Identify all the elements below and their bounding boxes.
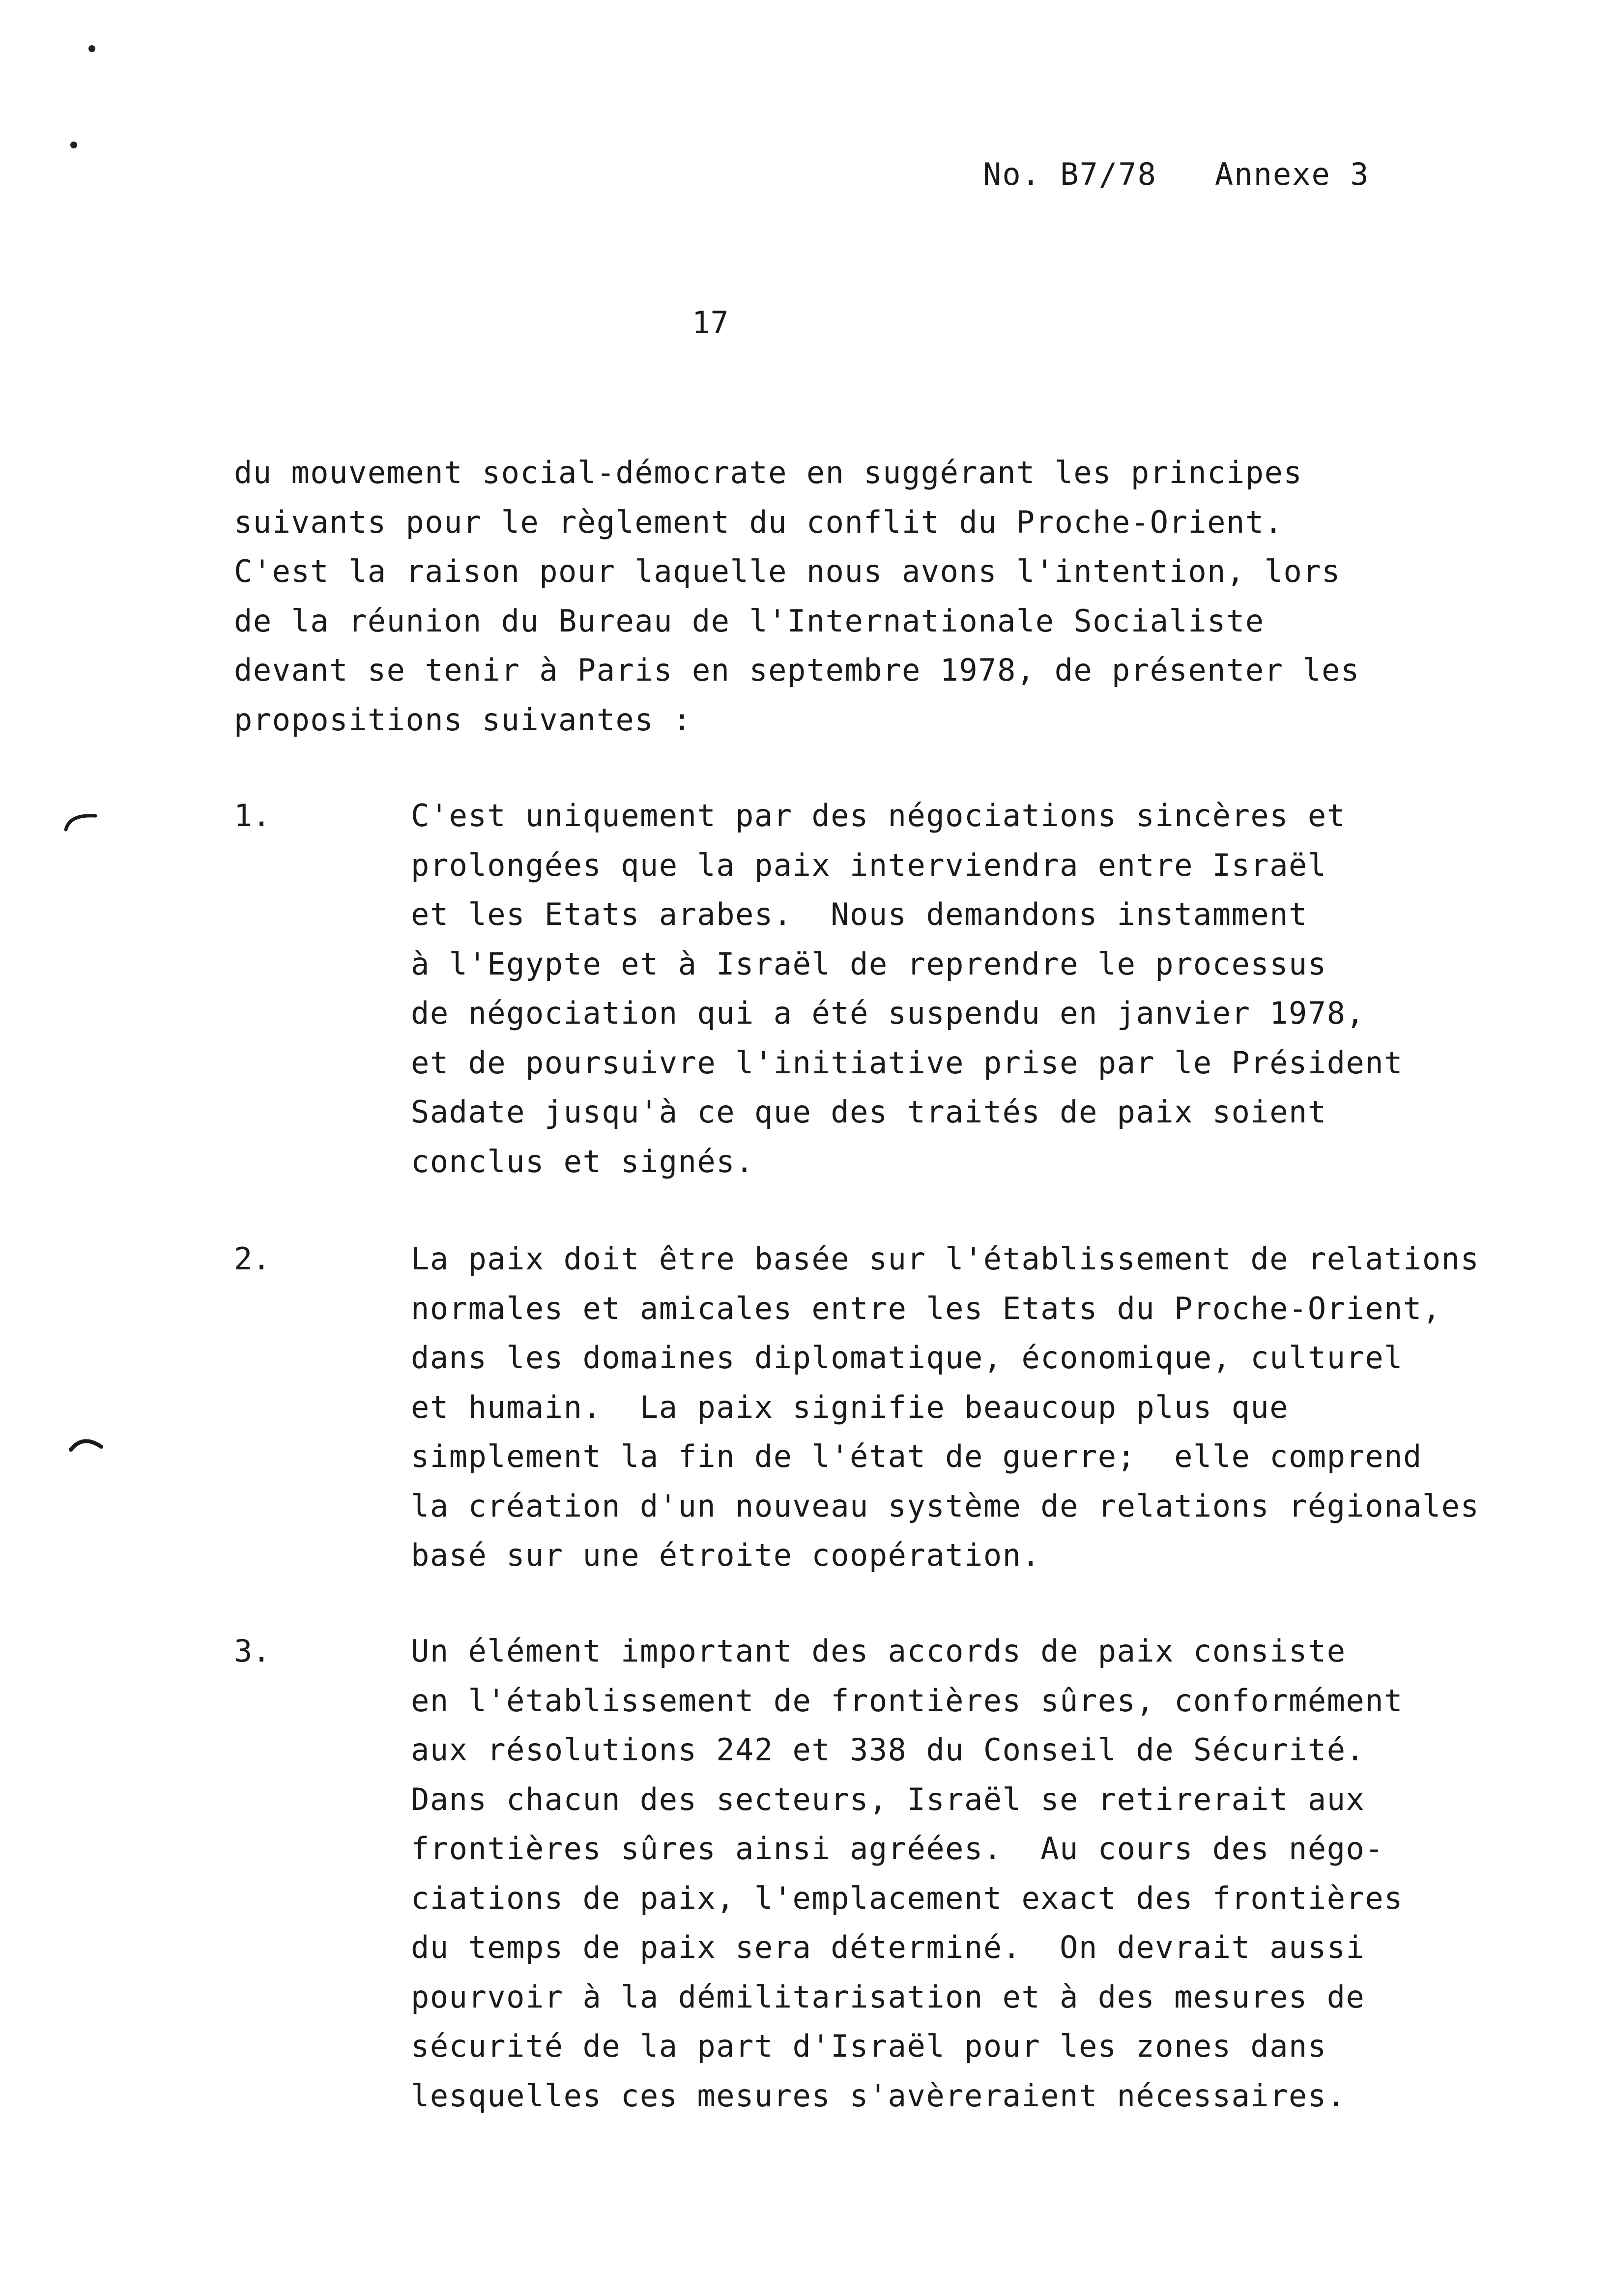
text-line: de négociation qui a été suspendu en janvier 1978,	[411, 995, 1365, 1031]
margin-hook-mark	[64, 812, 98, 832]
text-line: ciations de paix, l'emplacement exact des frontières	[411, 1880, 1404, 1916]
item-number: 1.	[234, 798, 271, 833]
document-reference: No. B7/78 Annexe 3	[983, 156, 1370, 192]
item-number: 2.	[234, 1241, 271, 1277]
text-line: prolongées que la paix interviendra entre Israël	[411, 847, 1327, 883]
text-line: suivants pour le règlement du conflit du Proche-Orient.	[234, 504, 1284, 540]
text-line: et de poursuivre l'initiative prise par le Président	[411, 1044, 1404, 1081]
text-line: Dans chacun des secteurs, Israël se retirerait aux	[411, 1781, 1365, 1817]
scan-dot-mark	[88, 45, 95, 52]
margin-hook-mark	[69, 1435, 103, 1455]
text-line: dans les domaines diplomatique, économique, culturel	[411, 1340, 1404, 1376]
text-line: à l'Egypte et à Israël de reprendre le processus	[411, 946, 1327, 982]
text-line: conclus et signés.	[411, 1143, 754, 1179]
text-line: sécurité de la part d'Israël pour les zones dans	[411, 2028, 1327, 2064]
intro-paragraph	[234, 448, 1561, 745]
text-line: lesquelles ces mesures s'avèreraient nécessaires.	[411, 2077, 1346, 2114]
item-text	[411, 1627, 1590, 2121]
text-line: normales et amicales entre les Etats du Proche-Orient,	[411, 1290, 1441, 1326]
page-number: 17	[692, 305, 729, 341]
text-line: Sadate jusqu'à ce que des traités de paix soient	[411, 1094, 1327, 1130]
text-line: propositions suivantes :	[234, 701, 692, 738]
text-line: C'est uniquement par des négociations sincères et	[411, 798, 1346, 833]
scan-dot-mark	[70, 142, 77, 148]
text-line: basé sur une étroite coopération.	[411, 1537, 1041, 1573]
text-line: simplement la fin de l'état de guerre; elle comprend	[411, 1438, 1422, 1474]
text-line: aux résolutions 242 et 338 du Conseil de Sécurité.	[411, 1732, 1365, 1768]
text-line: en l'établissement de frontières sûres, conformément	[411, 1682, 1404, 1719]
text-line: la création d'un nouveau système de relations régionales	[411, 1488, 1480, 1524]
text-line: et les Etats arabes. Nous demandons instamment	[411, 896, 1308, 932]
text-line: Un élément important des accords de paix consiste	[411, 1633, 1346, 1669]
text-line: frontières sûres ainsi agréées. Au cours des négo-	[411, 1831, 1384, 1866]
item-text	[411, 1234, 1590, 1580]
text-line: de la réunion du Bureau de l'Internationale Socialiste	[234, 603, 1265, 639]
item-number: 3.	[234, 1633, 271, 1669]
text-line: devant se tenir à Paris en septembre 1978, de présenter les	[234, 652, 1360, 688]
text-line: pourvoir à la démilitarisation et à des mesures de	[411, 1979, 1365, 2015]
item-text	[411, 791, 1590, 1186]
text-line: du mouvement social-démocrate en suggérant les principes	[234, 455, 1303, 490]
text-line: du temps de paix sera déterminé. On devrait aussi	[411, 1929, 1365, 1965]
text-line: C'est la raison pour laquelle nous avons l'intention, lors	[234, 553, 1341, 589]
text-line: et humain. La paix signifie beaucoup plus que	[411, 1389, 1289, 1425]
text-line: La paix doit être basée sur l'établissement de relations	[411, 1241, 1480, 1277]
